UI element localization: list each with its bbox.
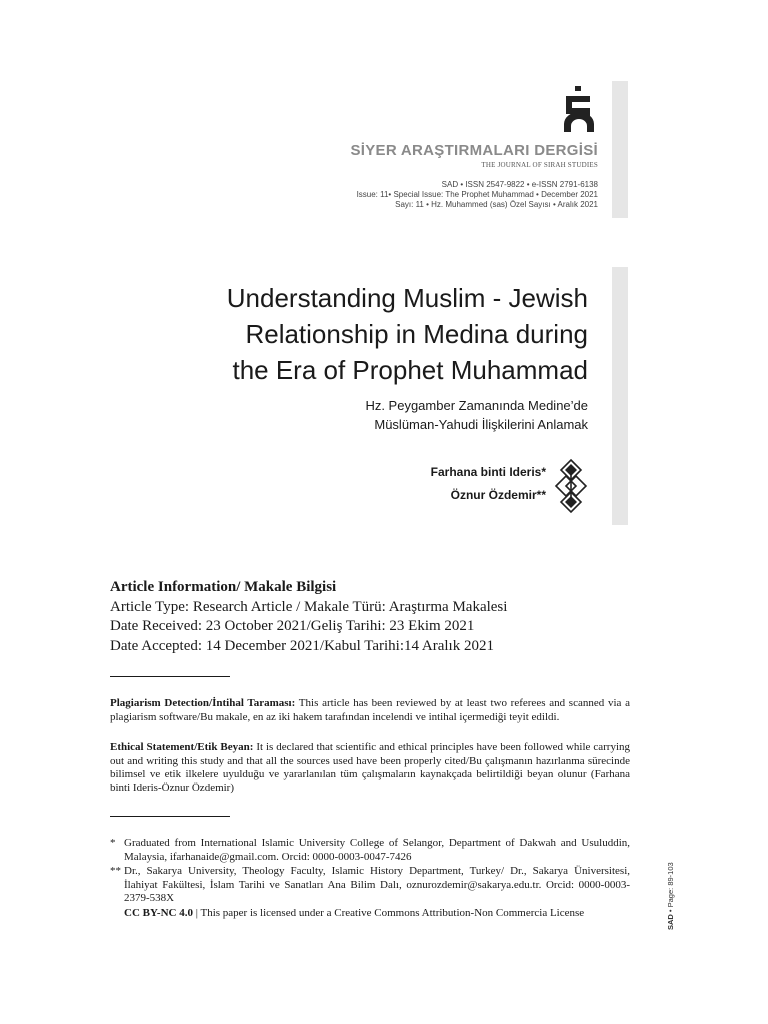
issn-line: SAD • ISSN 2547-9822 • e-ISSN 2791-6138 <box>441 180 598 189</box>
license-label: CC BY-NC 4.0 <box>124 906 193 919</box>
article-title-line: the Era of Prophet Muhammad <box>232 355 588 385</box>
footnote-text: Dr., Sakarya University, Theology Faculty, Islamic History Department, Turkey/ Dr., Sakarya Üniversitesi, İlahiyat Fakültesi, İslam Tarihi ve Sanatları Ana Bilim Dalı, oznurozdemir@sakarya.edu.tr. Orcid: 0000-0003-2379-538X <box>124 865 630 905</box>
article-title <box>128 280 588 388</box>
plagiarism-text: This article has been reviewed by at least two referees and scanned via a plagiarism software/Bu makale, en az iki hakem tarafından incelendi ve intihal içermediği teyit edildi. <box>110 697 630 723</box>
article-title-line: Relationship in Medina during <box>245 319 588 349</box>
article-subtitle-line: Hz. Peygamber Zamanında Medine’de <box>365 398 588 413</box>
article-title-line: Understanding Muslim - Jewish <box>226 283 588 313</box>
article-subtitle-line: Müslüman-Yahudi İlişkilerini Anlamak <box>374 417 588 432</box>
footnote-marker: * <box>110 837 116 849</box>
license-text: | This paper is licensed under a Creative Commons Attribution-Non Commercia License <box>192 906 585 919</box>
footnotes <box>110 837 630 921</box>
article-subtitle <box>365 396 588 434</box>
article-information <box>110 578 630 656</box>
footnote-marker: ** <box>110 865 121 878</box>
journal-abbr: SAD <box>666 914 675 930</box>
article-info-heading: Article Information/ Makale Bilgisi <box>110 579 337 595</box>
ethics-text: It is declared that scientific and ethical principles have been followed while carrying out and writing this study and that all the sources used have been properly cited/Bu çalışmanın hazırlanma sürecinde bilimsel ve etik ilkelere uyulduğu ve yararlanılan tüm çalışmaların kaynakçada belirtildiği beyan olunur (Farhana binti Ideris-Öznur Özdemir) <box>110 741 630 794</box>
article-type: Article Type: Research Article / Makale Türü: Araştırma Makalesi <box>110 598 508 615</box>
page-range: • Page: 89-103 <box>666 862 675 915</box>
side-bar-top <box>612 81 628 218</box>
journal-subtitle: THE JOURNAL OF SIRAH STUDIES <box>481 161 598 169</box>
divider <box>110 676 230 677</box>
footnote <box>110 837 630 864</box>
date-received: Date Received: 23 October 2021/Geliş Tarihi: 23 Ekim 2021 <box>110 618 475 634</box>
license-notice <box>110 907 630 921</box>
side-bar-middle <box>612 267 628 525</box>
issue-line-en: Issue: 11• Special Issue: The Prophet Muhammad • December 2021 <box>356 190 598 199</box>
ethical-statement <box>110 741 630 795</box>
journal-title: SİYER ARAŞTIRMALARI DERGİSİ <box>350 142 598 159</box>
journal-logo-icon <box>560 86 598 134</box>
date-accepted: Date Accepted: 14 December 2021/Kabul Tarihi:14 Aralık 2021 <box>110 637 494 654</box>
author-2: Öznur Özdemir** <box>450 488 546 502</box>
plagiarism-label: Plagiarism Detection/İntihal Taraması: <box>110 697 296 709</box>
footnote <box>110 865 630 906</box>
footnote-divider <box>110 816 230 817</box>
issue-line-tr: Sayı: 11 • Hz. Muhammed (sas) Özel Sayısı • Aralık 2021 <box>395 200 598 209</box>
ornament-icon <box>554 458 588 514</box>
plagiarism-statement <box>110 697 630 724</box>
author-1: Farhana binti Ideris* <box>430 465 546 479</box>
ethics-label: Ethical Statement/Etik Beyan: <box>110 741 254 753</box>
footnote-text: Graduated from International Islamic University College of Selangor, Department of Dakwah and Usuluddin, Malaysia, ifarhanaide@gmail.com. Orcid: 0000-0003-0047-7426 <box>124 837 630 863</box>
